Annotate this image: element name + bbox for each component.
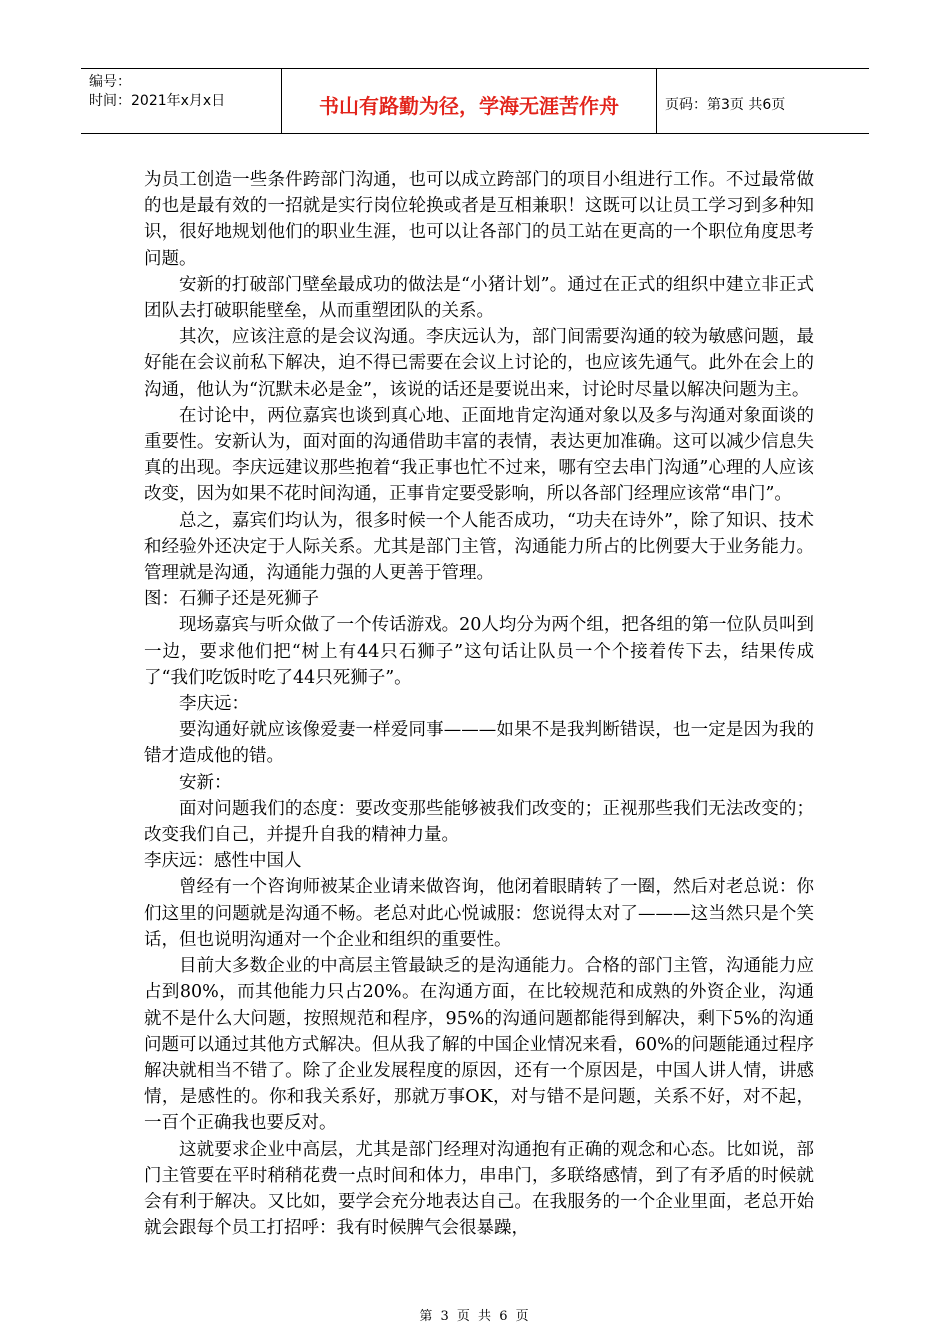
body-paragraph: 图：石狮子还是死狮子 — [144, 589, 319, 610]
body-paragraph: 要沟通好就应该像爱妻一样爱同事———如果不是我判断错误，也一定是因为我的错才造成他的错。 — [144, 720, 814, 767]
body-paragraph: 安新的打破部门壁垒最成功的做法是“小猪计划”。通过在正式的组织中建立非正式团队去打破职能壁垒，从而重塑团队的关系。 — [144, 274, 814, 322]
body-paragraph: 目前大多数企业的中高层主管最缺乏的是沟通能力。合格的部门主管，沟通能力应占到80%，而其他能力只占20%。在沟通方面，在比较规范和成熟的外资企业，沟通就不是什么大问题，按照规范和程序，95%的沟通问题都能得到解决，剩下5%的沟通问题可以通过其他方式解决。但从我了解的中国企业情况来看，60%的问题能通过程序解决就相当不错了。除了企业发展程度的原因，还有一个原因是，中国人讲人情，讲感情，是感性的。你和我关系好，那就万事OK，对与错不是问题，关系不好，对不起，一百个正确我也要反对。 — [144, 956, 814, 1134]
body-paragraph: 这就要求企业中高层，尤其是部门经理对沟通抱有正确的观念和心态。比如说，部门主管要在平时稍稍花费一点时间和体力，串串门，多联络感情，到了有矛盾的时候就会有利于解决。又比如，要学会充分地表达自己。在我服务的一个企业里面，老总开始就会跟每个员工打招呼：我有时候脾气会很暴躁， — [144, 1139, 814, 1239]
header-motto: 书山有路勤为径，学海无涯苦作舟 — [282, 69, 657, 133]
body-paragraph: 现场嘉宾与听众做了一个传话游戏。20人均分为两个组，把各组的第一位队员叫到一边，要求他们把“树上有44只石狮子”这句话让队员一个个接着传下去，结果传成了“我们吃饭时吃了44只死狮子”。 — [144, 615, 814, 688]
page-header — [81, 68, 869, 134]
body-paragraph: 安新： — [179, 772, 232, 793]
page-footer: 第 3 页 共 6 页 — [419, 1309, 531, 1324]
body-paragraph: 李庆远：感性中国人 — [144, 851, 302, 872]
document-time-label: 时间：2021年x月x日 — [89, 93, 226, 109]
document-body — [144, 167, 814, 1241]
body-paragraph: 其次，应该注意的是会议沟通。李庆远认为，部门间需要沟通的较为敏感问题，最好能在会议前私下解决，迫不得已需要在会议上讨论的，也应该先通气。此外在会上的沟通，他认为“沉默未必是金”，该说的话还是要说出来，讨论时尽量以解决问题为主。 — [144, 327, 814, 400]
body-paragraph: 曾经有一个咨询师被某企业请来做咨询，他闭着眼睛转了一圈，然后对老总说：你们这里的问题就是沟通不畅。老总对此心悦诚服：您说得太对了———这当然只是个笑话，但也说明沟通对一个企业和组织的重要性。 — [144, 877, 814, 950]
body-paragraph: 总之，嘉宾们均认为，很多时候一个人能否成功，“功夫在诗外”，除了知识、技术和经验外还决定于人际关系。尤其是部门主管，沟通能力所占的比例要大于业务能力。管理就是沟通，沟通能力强的人更善于管理。 — [144, 510, 814, 584]
body-paragraph: 为员工创造一些条件跨部门沟通，也可以成立跨部门的项目小组进行工作。不过最常做的也是最有效的一招就是实行岗位轮换或者是互相兼职！这既可以让员工学习到多种知识，很好地规划他们的职业生涯，也可以让各部门的员工站在更高的一个职位角度思考问题。 — [144, 170, 814, 269]
document-number-label: 编号： — [89, 74, 131, 90]
body-paragraph: 在讨论中，两位嘉宾也谈到真心地、正面地肯定沟通对象以及多与沟通对象面谈的重要性。安新认为，面对面的沟通借助丰富的表情，表达更加准确。这可以减少信息失真的出现。李庆远建议那些抱着“我正事也忙不过来，哪有空去串门沟通”心理的人应该改变，因为如果不花时间沟通，正事肯定要受影响，所以各部门经理应该常“串门”。 — [144, 405, 814, 505]
body-paragraph: 李庆远： — [179, 694, 249, 715]
header-meta — [81, 69, 282, 133]
header-page-number: 页码：第3页 共6页 — [665, 97, 786, 113]
body-paragraph: 面对问题我们的态度：要改变那些能够被我们改变的；正视那些我们无法改变的；改变我们自己，并提升自我的精神力量。 — [144, 798, 814, 846]
